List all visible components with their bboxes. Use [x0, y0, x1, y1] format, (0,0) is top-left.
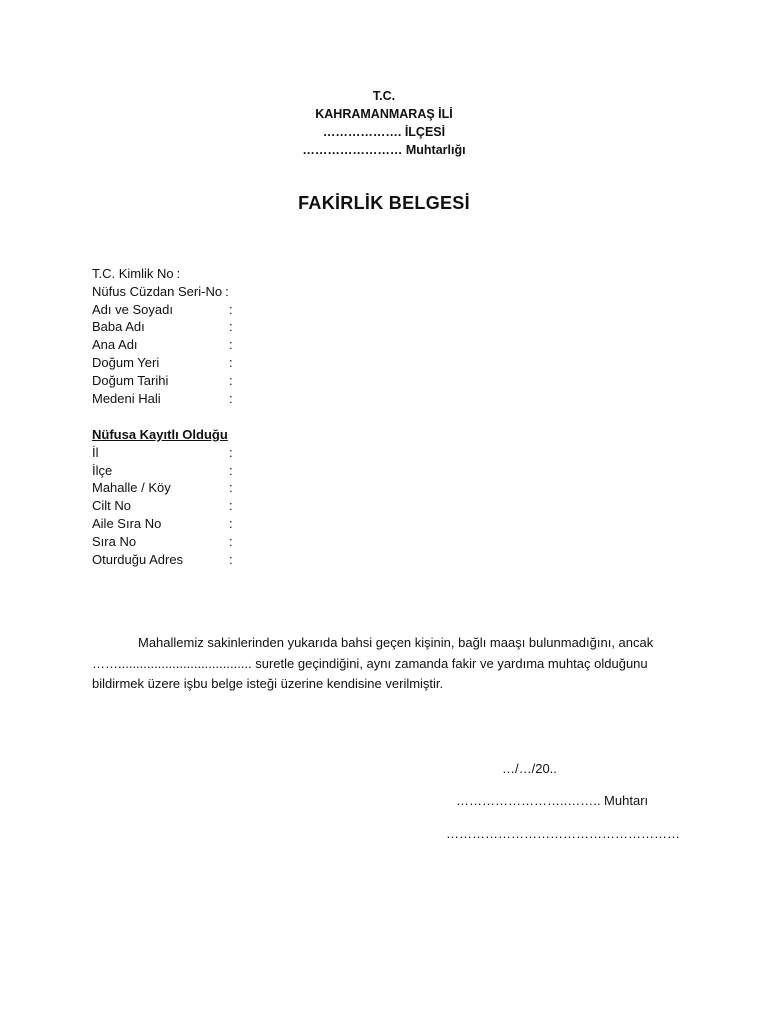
field-colon: :: [229, 480, 233, 496]
field-row-tc-kimlik: [92, 265, 229, 283]
field-row-baba-adi: [92, 318, 233, 336]
field-colon: :: [229, 444, 233, 460]
field-label: İlçe: [92, 462, 113, 478]
field-label: Ana Adı: [92, 337, 138, 353]
registry-fields: [92, 426, 233, 568]
field-colon: :: [229, 533, 233, 549]
signature-line: ………………………………………………: [446, 826, 680, 841]
field-colon: :: [225, 283, 229, 299]
field-colon: :: [229, 462, 233, 478]
header-province: KAHRAMANMARAŞ İLİ: [315, 107, 453, 121]
field-colon: :: [229, 551, 233, 567]
field-row-cuzdan-seri: [92, 283, 229, 301]
field-label: Sıra No: [92, 533, 137, 549]
field-colon: :: [229, 390, 233, 406]
field-label: Aile Sıra No: [92, 515, 162, 531]
field-colon: :: [229, 301, 233, 317]
field-row-dogum-yeri: [92, 354, 233, 372]
field-label: İl: [92, 444, 99, 460]
field-colon: :: [229, 498, 233, 514]
field-colon: :: [229, 337, 233, 353]
field-label: Medeni Hali: [92, 390, 161, 406]
field-label: Mahalle / Köy: [92, 480, 171, 496]
field-row-ana-adi: [92, 336, 233, 354]
field-colon: :: [229, 354, 233, 370]
body-text: Mahallemiz sakinlerinden yukarıda bahsi geçen kişinin, bağlı maaşı bulunmadığını, ancak ……..................................... suretle geçindiğini, aynı zamanda fakir ve yardıma muhtaç olduğunu bildirmek üzere işbu belge isteği üzerine kendisine verilmiştir.: [92, 635, 654, 691]
personal-fields: [92, 265, 233, 407]
field-label: T.C. Kimlik No: [92, 266, 174, 281]
field-row-oturdugu-adres: [92, 551, 233, 569]
field-label: Doğum Tarihi: [92, 372, 169, 388]
field-label: Doğum Yeri: [92, 354, 160, 370]
field-row-mahalle-koy: [92, 479, 233, 497]
field-row-aile-sira-no: [92, 515, 233, 533]
muhtar-line: ……………………..…….. Muhtarı: [456, 793, 649, 808]
field-row-ilce: [92, 462, 233, 480]
field-label: Cilt No: [92, 498, 132, 514]
field-row-dogum-tarihi: [92, 372, 233, 390]
field-row-ad-soyad: [92, 301, 233, 319]
field-label: Oturduğu Adres: [92, 551, 184, 567]
field-row-medeni-hali: [92, 390, 233, 408]
field-label: Baba Adı: [92, 319, 145, 335]
field-colon: :: [176, 266, 181, 281]
header-district: ………………. İLÇESİ: [322, 125, 446, 139]
field-label: Nüfus Cüzdan Seri-No: [92, 283, 223, 299]
field-row-cilt-no: [92, 497, 233, 515]
date-line: …/…/20..: [502, 761, 557, 776]
header-muhtarlik: …………………… Muhtarlığı: [302, 143, 466, 157]
document-title: FAKİRLİK BELGESİ: [298, 193, 470, 213]
field-label: Adı ve Soyadı: [92, 301, 173, 317]
field-colon: :: [229, 515, 233, 531]
body-paragraph: [92, 633, 676, 695]
field-row-il: [92, 444, 233, 462]
field-colon: :: [229, 372, 233, 388]
registry-section-title: Nüfusa Kayıtlı Olduğu: [92, 427, 228, 442]
document-header: [0, 87, 768, 159]
header-tc: T.C.: [372, 89, 396, 103]
field-colon: :: [229, 319, 233, 335]
field-row-sira-no: [92, 533, 233, 551]
